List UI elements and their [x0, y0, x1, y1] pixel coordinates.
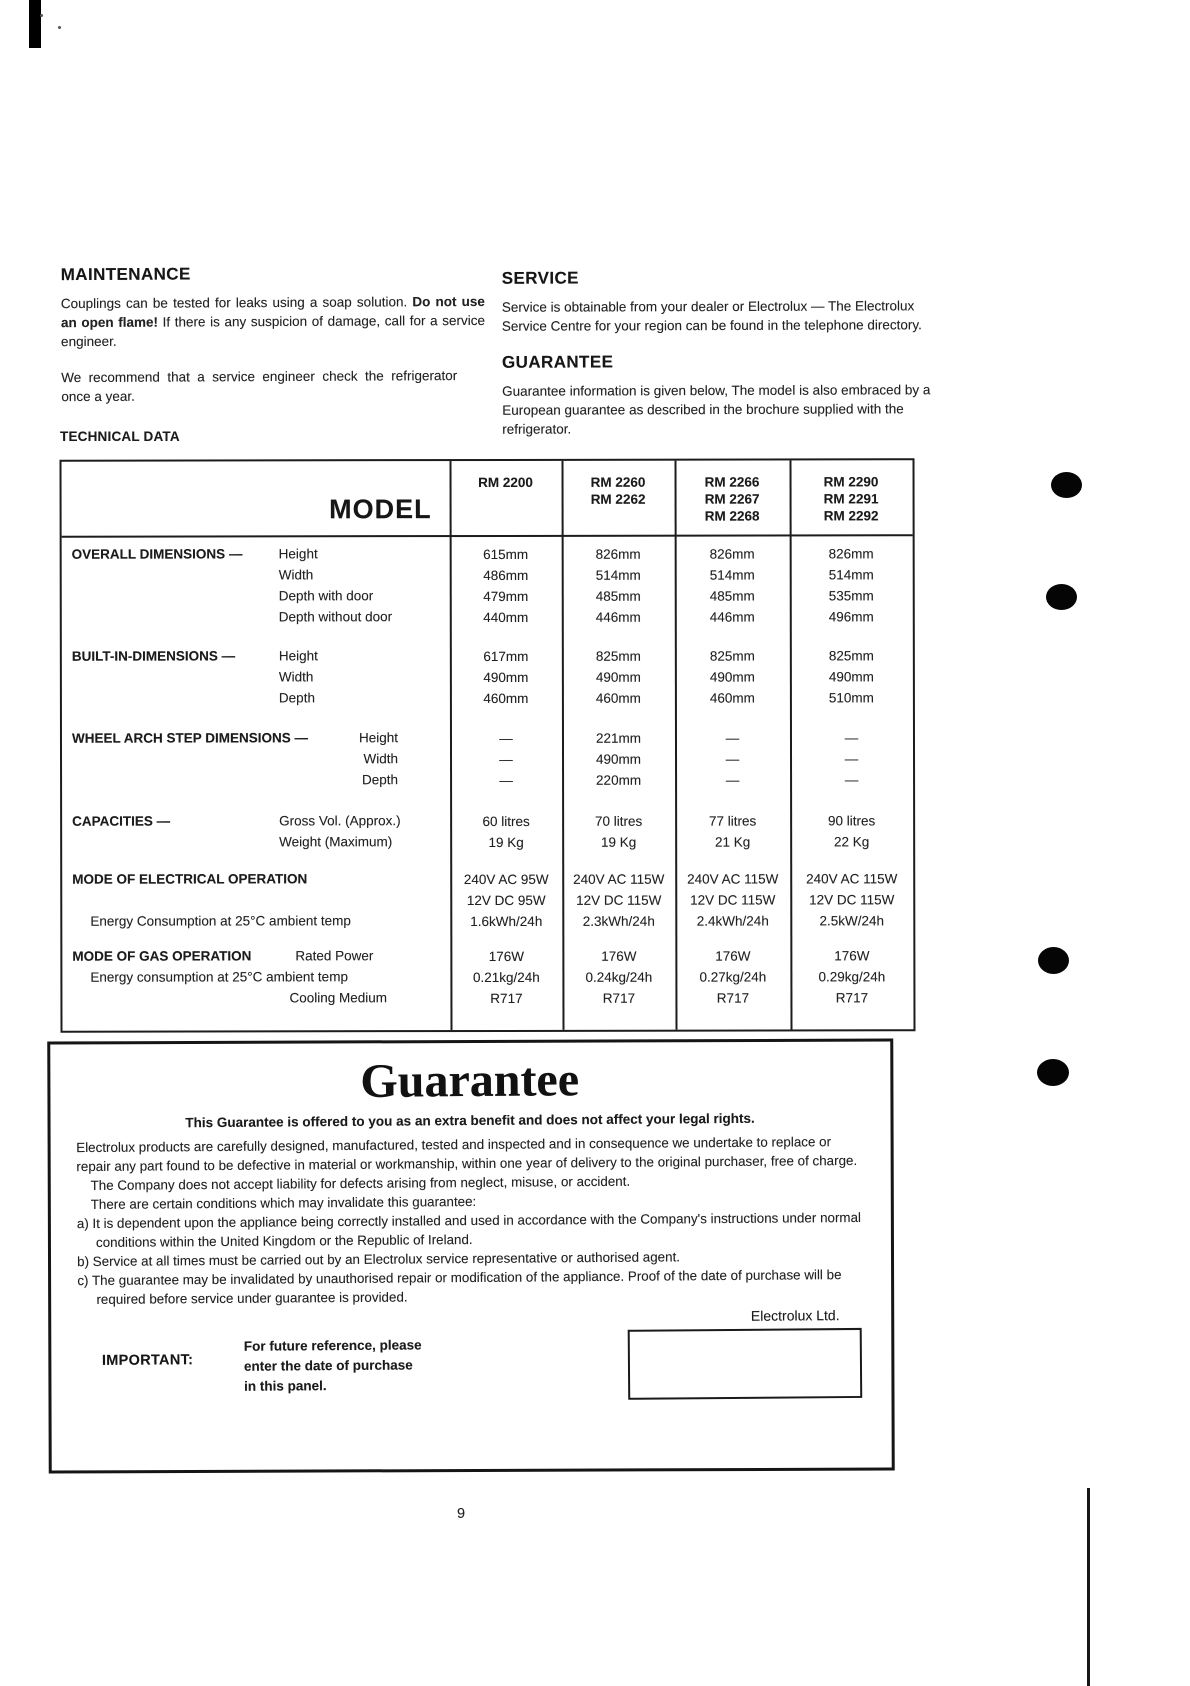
- model-column-header: [675, 460, 790, 534]
- table-value: 490mm: [828, 669, 874, 685]
- table-group: [62, 645, 913, 709]
- guarantee-paragraph: Guarantee information is given below, The model is also embraced by a European guarantee as described in the brochure supplied with the refrigerator.: [502, 382, 931, 437]
- signature: Electrolux Ltd.: [750, 1307, 840, 1324]
- table-row: [62, 945, 913, 967]
- table-value: 460mm: [709, 690, 755, 706]
- table-value: 176W: [601, 948, 637, 964]
- table-value: 485mm: [595, 588, 641, 604]
- maintenance-section: [61, 263, 492, 406]
- table-value: R717: [835, 990, 869, 1006]
- table-value: 479mm: [483, 588, 529, 605]
- important-note: [244, 1335, 422, 1396]
- guarantee-clause: Electrolux products are carefully designed, manufactured, tested and inspected and in consequence we undertake to replace or repair any part found to be defective in material or workmanship, within one year of delivery to the original purchaser, free of charge.: [76, 1134, 858, 1175]
- table-value: 826mm: [595, 546, 641, 562]
- row-sub-label: Depth without door: [278, 609, 393, 625]
- row-label-cell: [62, 811, 450, 833]
- row-group-label: OVERALL DIMENSIONS —: [71, 546, 243, 562]
- model-column-headers: [450, 460, 913, 535]
- row-label-cell: [62, 586, 450, 608]
- model-number: RM 2266: [704, 474, 760, 490]
- row-group-label: CAPACITIES —: [72, 813, 171, 829]
- table-row: [62, 585, 913, 607]
- table-row: [62, 748, 913, 770]
- important-note-line: enter the date of purchase: [243, 1357, 413, 1374]
- table-value: 825mm: [709, 648, 755, 664]
- service-guarantee-section: [502, 267, 937, 439]
- table-row: [62, 910, 913, 932]
- row-sub-label: Energy consumption at 25°C ambient temp: [90, 969, 348, 985]
- table-value: 21 Kg: [715, 834, 751, 850]
- guarantee-condition-c: c) The guarantee may be invalidated by unauthorised repair or modification of the appliance. Proof of the date of purchase will be required before service under guarantee is provided.: [77, 1267, 842, 1307]
- important-note-line: in this panel.: [244, 1378, 327, 1394]
- row-label-cell: [62, 869, 450, 891]
- row-label-cell: [62, 728, 450, 750]
- table-row: [62, 889, 913, 911]
- important-area: [76, 1332, 869, 1424]
- paragraph-text: If there is any suspicion of damage, call for a service engineer.: [60, 312, 485, 350]
- table-value: 825mm: [595, 648, 641, 664]
- table-value: 514mm: [595, 567, 641, 583]
- table-value: 446mm: [709, 609, 755, 625]
- row-group-label: WHEEL ARCH STEP DIMENSIONS —: [71, 730, 309, 746]
- table-value: 460mm: [483, 690, 529, 707]
- table-value: 490mm: [595, 751, 642, 767]
- row-sub-label: Depth with door: [278, 588, 374, 604]
- model-number: RM 2292: [823, 508, 879, 524]
- model-column-header: [562, 461, 675, 535]
- table-value: 2.5kW/24h: [819, 913, 885, 929]
- row-group-label: MODE OF ELECTRICAL OPERATION: [72, 871, 308, 887]
- table-value: —: [499, 730, 513, 746]
- table-row: [62, 769, 913, 791]
- model-number: RM 2290: [823, 474, 879, 490]
- table-group: [62, 727, 913, 791]
- table-value: R717: [490, 990, 523, 1006]
- row-sub-label: Energy Consumption at 25°C ambient temp: [90, 913, 351, 929]
- table-value: —: [844, 730, 859, 746]
- table-value: 514mm: [709, 567, 755, 583]
- paragraph-text: Couplings can be tested for leaks using a soap solution.: [60, 294, 413, 312]
- row-label-cell: [62, 565, 450, 587]
- table-row: [62, 810, 913, 832]
- table-value: 22 Kg: [834, 834, 870, 850]
- table-value: 514mm: [828, 567, 874, 583]
- guarantee-box-body: [74, 1132, 867, 1309]
- table-value: 240V AC 115W: [573, 871, 665, 887]
- table-value: 12V DC 95W: [466, 892, 546, 909]
- row-sub-label: Cooling Medium: [289, 990, 387, 1006]
- table-value: 12V DC 115W: [576, 892, 662, 908]
- table-value: 19 Kg: [488, 834, 524, 850]
- table-value: 460mm: [595, 690, 641, 706]
- row-sub-label: Weight (Maximum): [279, 834, 393, 850]
- table-value: 490mm: [483, 669, 529, 686]
- important-note-line: For future reference, please: [243, 1337, 422, 1354]
- model-number: RM 2262: [590, 491, 646, 507]
- table-value: 176W: [715, 948, 751, 964]
- table-row: [62, 564, 913, 586]
- table-value: —: [725, 751, 740, 767]
- page-number: 9: [457, 1506, 466, 1522]
- table-row: [62, 966, 913, 988]
- table-value: 490mm: [709, 669, 755, 685]
- table-value: 0.21kg/24h: [472, 969, 540, 986]
- guarantee-clause: The Company does not accept liability for defects arising from neglect, misuse, or accident.: [90, 1173, 631, 1193]
- table-value: —: [844, 772, 859, 788]
- guarantee-condition-b: b) Service at all times must be carried out by an Electrolux service representative or authorised agent.: [77, 1249, 681, 1270]
- table-value: —: [844, 751, 859, 767]
- row-sub-label: Rated Power: [295, 948, 374, 964]
- table-header-row: [62, 460, 913, 537]
- table-value: 0.27kg/24h: [699, 969, 767, 985]
- model-header: MODEL: [329, 494, 432, 525]
- row-label-cell: [62, 770, 450, 792]
- maintenance-heading: MAINTENANCE: [60, 264, 191, 285]
- row-label-cell: [62, 749, 450, 771]
- table-value: 617mm: [483, 648, 529, 665]
- row-sub-label: Height: [358, 730, 398, 746]
- model-number: RM 2200: [478, 474, 533, 491]
- punch-hole-mark: [1046, 584, 1077, 610]
- warning-text: Do not use an open flame!: [60, 293, 485, 331]
- service-heading: SERVICE: [501, 268, 579, 288]
- row-group-label: MODE OF GAS OPERATION: [72, 948, 252, 964]
- table-row: [62, 543, 913, 565]
- punch-hole-mark: [1037, 1059, 1069, 1086]
- model-number: RM 2260: [590, 474, 646, 490]
- table-value: 0.24kg/24h: [585, 969, 653, 985]
- maintenance-paragraph-1: [61, 292, 485, 351]
- row-label-cell: [62, 688, 450, 710]
- row-label-cell: [62, 667, 450, 689]
- table-value: 19 Kg: [601, 834, 637, 850]
- model-column-header: [790, 460, 913, 534]
- row-label-cell: [62, 946, 450, 968]
- table-value: —: [499, 772, 513, 788]
- table-value: 826mm: [828, 546, 874, 562]
- row-sub-label: Height: [278, 648, 318, 664]
- row-label-cell: [62, 544, 450, 566]
- table-value: 510mm: [828, 690, 874, 706]
- table-value: 221mm: [595, 730, 642, 746]
- row-sub-label: Width: [363, 751, 399, 767]
- guarantee-box-subtitle: This Guarantee is offered to you as an extra benefit and does not affect your legal rights.: [185, 1110, 755, 1131]
- technical-data-label: TECHNICAL DATA: [60, 429, 180, 444]
- table-value: 2.4kWh/24h: [696, 913, 769, 929]
- table-value: 12V DC 115W: [690, 892, 776, 908]
- table-value: 486mm: [483, 567, 529, 584]
- table-group: [62, 945, 913, 1009]
- table-value: 176W: [834, 948, 870, 964]
- row-label-cell: [62, 832, 450, 854]
- scan-corner-mark: [29, 0, 41, 48]
- table-value: 440mm: [483, 609, 529, 626]
- guarantee-heading: GUARANTEE: [501, 352, 614, 372]
- table-row: [62, 987, 913, 1009]
- table-group: [62, 868, 913, 932]
- row-group-label: BUILT-IN-DIMENSIONS —: [71, 648, 236, 664]
- row-sub-label: Depth: [362, 772, 399, 788]
- model-column-header: [450, 461, 562, 535]
- table-body: [62, 543, 914, 1009]
- technical-data-table: [60, 458, 916, 1032]
- table-value: 240V AC 95W: [463, 871, 549, 888]
- row-sub-label: Width: [278, 669, 314, 685]
- row-sub-label: Gross Vol. (Approx.): [279, 813, 401, 829]
- page-edge-line: [1087, 1488, 1090, 1686]
- table-value: 0.29kg/24h: [818, 969, 886, 985]
- punch-hole-mark: [1038, 947, 1069, 974]
- row-label-cell: [62, 607, 450, 629]
- guarantee-box-content: [49, 1040, 892, 1425]
- table-row: [62, 868, 913, 890]
- table-value: 490mm: [595, 669, 641, 685]
- table-value: 826mm: [709, 546, 755, 562]
- guarantee-box-title: Guarantee: [360, 1053, 580, 1108]
- table-value: 825mm: [828, 648, 874, 664]
- table-group: [62, 543, 913, 628]
- row-sub-label: Height: [278, 546, 318, 562]
- important-label: IMPORTANT:: [101, 1352, 194, 1369]
- table-value: 446mm: [595, 609, 641, 625]
- row-label-cell: [62, 890, 450, 912]
- table-value: 77 litres: [708, 813, 757, 829]
- table-value: 1.6kWh/24h: [470, 913, 543, 930]
- model-number: RM 2291: [823, 491, 879, 507]
- date-panel: [628, 1328, 863, 1400]
- table-value: 240V AC 115W: [687, 871, 779, 887]
- table-value: 220mm: [596, 772, 642, 788]
- table-value: R717: [716, 990, 750, 1006]
- model-number: RM 2268: [704, 508, 760, 524]
- table-value: 496mm: [828, 609, 874, 625]
- table-value: 485mm: [709, 588, 755, 604]
- row-label-cell: [62, 988, 450, 1010]
- model-number: RM 2267: [704, 491, 760, 507]
- service-paragraph: Service is obtainable from your dealer or Electrolux — The Electrolux Service Centre for your region can be found in the telephone directory.: [501, 298, 922, 334]
- table-value: 176W: [488, 948, 525, 964]
- table-value: 60 litres: [482, 813, 530, 830]
- table-row: [62, 727, 913, 749]
- table-value: R717: [602, 990, 636, 1006]
- table-row: [62, 606, 913, 628]
- table-row: [62, 687, 913, 709]
- table-row: [62, 831, 913, 853]
- scan-speck: [40, 14, 43, 17]
- maintenance-paragraph-2: We recommend that a service engineer check the refrigerator once a year.: [61, 368, 458, 405]
- punch-hole-mark: [1051, 472, 1082, 498]
- guarantee-box: [47, 1039, 895, 1474]
- scan-speck: [58, 26, 61, 29]
- row-label-cell: [62, 967, 450, 989]
- row-label-cell: [62, 911, 450, 933]
- guarantee-clause: There are certain conditions which may invalidate this guarantee:: [90, 1193, 477, 1212]
- table-value: —: [725, 730, 740, 746]
- table-value: 615mm: [483, 546, 529, 563]
- table-row: [62, 645, 913, 667]
- table-value: —: [725, 772, 740, 788]
- guarantee-condition-a: a) It is dependent upon the appliance being correctly installed and used in accordance with the Company's instructions under normal conditions within the United Kingdom or the Republic of Ireland.: [76, 1209, 862, 1250]
- row-label-cell: [62, 646, 450, 668]
- table-row: [62, 666, 913, 688]
- table-value: 70 litres: [594, 813, 643, 829]
- row-sub-label: Depth: [278, 690, 315, 706]
- table-value: 535mm: [828, 588, 874, 604]
- table-value: 90 litres: [827, 813, 876, 829]
- table-value: 12V DC 115W: [809, 892, 895, 908]
- table-value: —: [499, 751, 513, 767]
- table-group: [62, 810, 913, 853]
- table-value: 240V AC 115W: [806, 871, 898, 887]
- row-sub-label: Width: [278, 567, 314, 583]
- table-value: 2.3kWh/24h: [582, 913, 655, 929]
